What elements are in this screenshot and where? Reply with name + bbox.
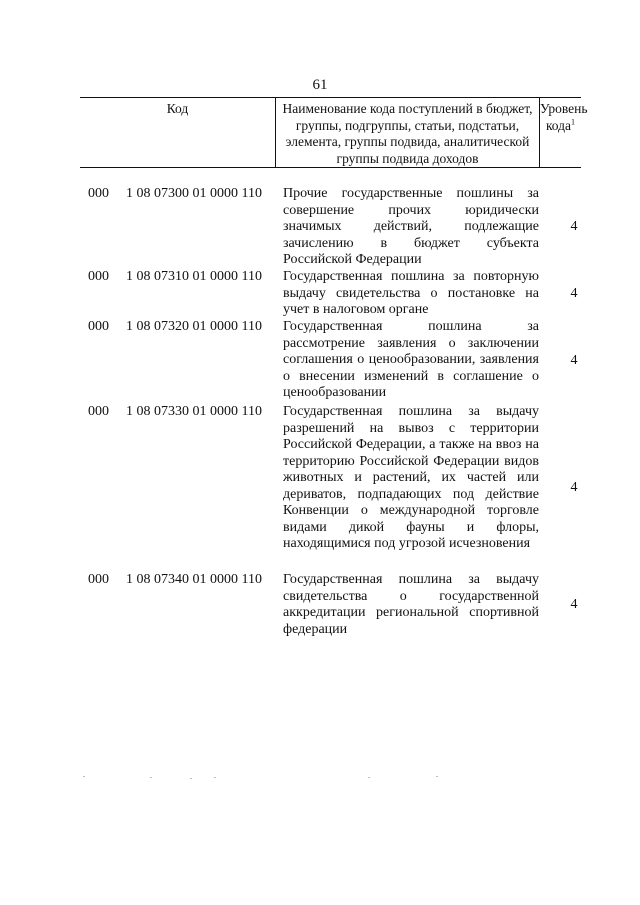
row-admin-code: 000 [88, 269, 109, 284]
row-name: Государственная пошлина за повторную выдачу свидетельства о постановке на учет в налоговом органе [283, 269, 539, 317]
header-level-column [540, 98, 588, 167]
header-level-footnote: 1 [571, 117, 576, 126]
row-admin-code: 000 [88, 404, 109, 419]
page-number: 61 [312, 77, 328, 93]
scan-speck [214, 777, 216, 778]
header-name-column [276, 98, 540, 167]
row-admin-code: 000 [88, 319, 109, 334]
row-budget-code: 1 08 07310 01 0000 110 [126, 269, 262, 284]
row-level: 4 [570, 353, 578, 368]
scan-speck [150, 777, 152, 778]
row-level: 4 [570, 286, 578, 301]
row-admin-code: 000 [88, 186, 109, 201]
header-code-label: Код [166, 101, 189, 116]
scan-speck [436, 776, 438, 777]
row-name: Прочие государственные пошлины за совершение прочих юридически значимых действий, подлежащие зачислению в бюджет субъекта Российской Федерации [283, 186, 539, 267]
row-name: Государственная пошлина за выдачу свидетельства о государственной аккредитации региональной спортивной федерации [283, 572, 539, 637]
table-header [80, 97, 588, 168]
row-budget-code: 1 08 07320 01 0000 110 [126, 319, 262, 334]
row-level: 4 [570, 597, 578, 612]
header-level-label: Уровень кода [540, 101, 588, 133]
row-name: Государственная пошлина за рассмотрение заявления о заключении соглашения о ценообразовании, заявления о внесении изменений в соглашение о ценообразовании [283, 319, 539, 400]
row-admin-code: 000 [88, 572, 109, 587]
header-name-label: Наименование кода поступлений в бюджет, группы, подгруппы, статьи, подстатьи, элемента, группы подвида, аналитической группы подвида доходов [282, 101, 533, 166]
row-name: Государственная пошлина за выдачу разрешений на вывоз с территории Российской Федерации, а также на ввоз на территорию Российской Федерации видов животных и растений, их частей или дериватов, подпадающих под действие Конвенции о международной торговле видами дикой фауны и флоры, находящимися под угрозой исчезновения [283, 404, 539, 551]
row-budget-code: 1 08 07300 01 0000 110 [126, 186, 262, 201]
row-level: 4 [570, 219, 578, 234]
scan-speck [368, 777, 370, 778]
row-level: 4 [570, 480, 578, 495]
scan-speck [190, 778, 192, 779]
row-budget-code: 1 08 07340 01 0000 110 [126, 572, 262, 587]
header-code-column [80, 98, 276, 167]
row-budget-code: 1 08 07330 01 0000 110 [126, 404, 262, 419]
scan-speck [83, 776, 85, 777]
